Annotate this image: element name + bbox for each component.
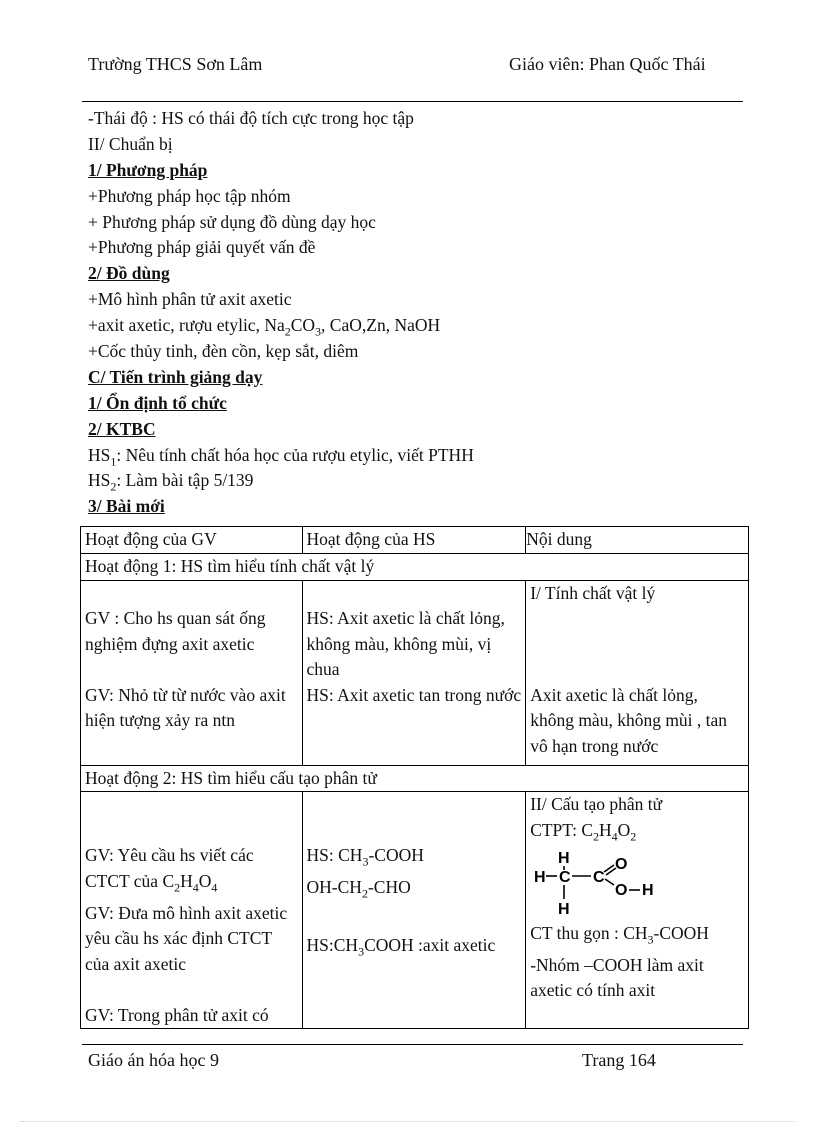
table-header-row xyxy=(81,527,749,554)
text-line: + Phương pháp sử dụng đồ dùng dạy học xyxy=(88,211,376,232)
hs-text: HS: Axit axetic tan trong nước xyxy=(306,684,522,705)
school-name: Trường THCS Sơn Lâm xyxy=(88,54,263,74)
content-text: CTPT: $C_2H_4O_2$ xyxy=(530,819,637,843)
activity-1-content xyxy=(526,580,749,765)
section-heading: 3/ Bài mới xyxy=(88,496,165,517)
text-line: $HS_1$: Nêu tính chất hóa học của rượu etylic, viết PTHH xyxy=(88,444,474,469)
header-gv: Hoạt động của GV xyxy=(81,527,303,554)
header-content: Nội dung xyxy=(526,527,749,554)
gv-text: GV: Nhỏ từ từ nước vào axit hiện tượng xảy ra ntn xyxy=(85,684,286,730)
content-text: -Nhóm –COOH làm axit axetic có tính axit xyxy=(530,954,704,1000)
activity-1-content-row xyxy=(81,580,749,765)
text-line: +Phương pháp học tập nhóm xyxy=(88,185,291,206)
text-line: +Phương pháp giải quyết vấn đề xyxy=(88,237,316,258)
header-divider xyxy=(82,101,743,102)
hs-text: HS: $CH_3$-COOH xyxy=(306,845,424,869)
text-line: -Thái độ : HS có thái độ tích cực trong học tập xyxy=(88,108,414,128)
activity-2-title: Hoạt động 2: HS tìm hiểu cấu tạo phân tử xyxy=(81,765,749,792)
gv-text: GV: Đưa mô hình axit axetic yêu cầu hs xác định CTCT của axit axetic xyxy=(85,902,288,974)
page-edge xyxy=(20,1121,796,1122)
header-hs: Hoạt động của HS xyxy=(302,527,526,554)
gv-text: GV: Trong phân tử axit có xyxy=(85,1004,269,1025)
atom-h-bottom: H xyxy=(558,900,570,918)
section-heading: 1/ Ổn định tổ chức xyxy=(88,392,227,413)
section-heading: 2/ KTBC xyxy=(88,418,156,439)
acetic-acid-structure xyxy=(530,851,670,921)
activity-2-row xyxy=(81,765,749,792)
atom-h-right: H xyxy=(642,881,654,899)
section-heading: 1/ Phương pháp xyxy=(88,159,208,180)
footer-divider xyxy=(82,1044,743,1045)
activity-2-content-row xyxy=(81,792,749,1029)
section-heading: C/ Tiến trình giảng dạy xyxy=(88,366,263,387)
text-line: +Cốc thủy tinh, đèn cồn, kẹp sắt, diêm xyxy=(88,341,359,362)
activity-1-hs xyxy=(302,580,526,765)
teacher-name: Giáo viên: Phan Quốc Thái xyxy=(509,54,706,74)
section-heading: 2/ Đồ dùng xyxy=(88,263,170,284)
atom-o-single: O xyxy=(615,881,628,899)
content-text: Axit axetic là chất lỏng, không màu, không mùi , tan vô hạn trong nước xyxy=(530,684,728,756)
activity-1-title: Hoạt động 1: HS tìm hiểu tính chất vật lý xyxy=(81,554,749,581)
atom-c1: C xyxy=(559,868,571,886)
atom-c2: C xyxy=(593,868,605,886)
hs-text: HS: Axit axetic là chất lỏng, không màu, không mùi, vị chua xyxy=(306,608,505,679)
text-line: +Mô hình phân tử axit axetic xyxy=(88,289,292,310)
text-line: II/ Chuẩn bị xyxy=(88,133,173,154)
content-heading: II/ Cấu tạo phân tử xyxy=(530,794,663,814)
atom-o-double: O xyxy=(615,855,628,873)
content-text: CT thu gọn : $CH_3$-COOH xyxy=(530,922,709,946)
gv-text: GV : Cho hs quan sát ống nghiệm đựng axit axetic xyxy=(85,608,266,654)
page-number: Trang 164 xyxy=(582,1050,656,1070)
activity-2-hs xyxy=(302,792,526,1029)
atom-h-top: H xyxy=(558,850,570,867)
text-line: $HS_2$: Làm bài tập 5/139 xyxy=(88,470,254,494)
activity-1-row xyxy=(81,554,749,581)
activity-1-gv xyxy=(81,580,303,765)
content-heading: I/ Tính chất vật lý xyxy=(530,582,656,603)
hs-text: $HS:CH_3COOH$ :axit axetic xyxy=(306,934,496,958)
activity-2-content xyxy=(526,792,749,1029)
gv-text: GV: Yêu cầu hs viết các CTCT của $C_2H_4O_4$ xyxy=(85,845,254,894)
footer-title: Giáo án hóa học 9 xyxy=(88,1050,219,1070)
activity-2-gv xyxy=(81,792,303,1029)
lesson-text xyxy=(88,106,748,520)
hs-text: $OH-CH_2$-CHO xyxy=(306,877,411,901)
text-line: +axit axetic, rượu etylic, $Na_2CO_3$, CaO,Zn, NaOH xyxy=(88,315,441,339)
atom-h-left: H xyxy=(534,868,546,886)
lesson-table xyxy=(80,526,749,1029)
bond-c-o xyxy=(605,879,614,885)
